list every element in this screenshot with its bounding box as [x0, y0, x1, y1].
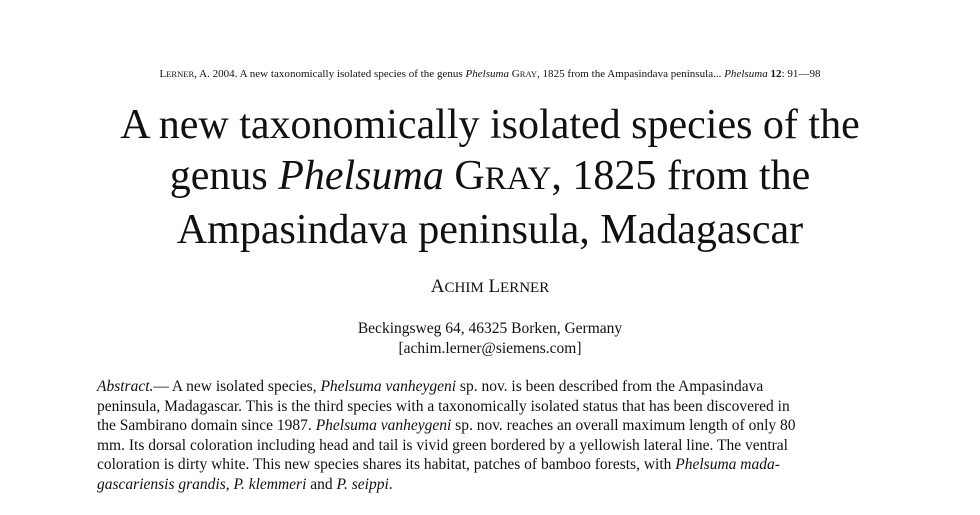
title-line-3: Ampasindava peninsula, Madagascar [176, 207, 804, 253]
species-name: Phelsuma vanheygeni [315, 417, 452, 434]
abstract-line-3 [97, 416, 887, 436]
author-address [0, 319, 980, 359]
abstract-line-1 [97, 377, 887, 397]
title-line-2 [0, 151, 980, 205]
abstract-text: the Sambirano domain since 1987. [97, 417, 316, 434]
running-head-authority-initial: G [509, 68, 520, 80]
running-head-citation [0, 68, 980, 80]
running-head-author-initial: L [159, 68, 167, 80]
paper-title [0, 100, 980, 256]
abstract-text: . [388, 475, 393, 493]
title-authority-initial: G [443, 153, 485, 199]
abstract-text: , [225, 475, 234, 493]
abstract [97, 377, 887, 494]
species-name: P. klemmeri [233, 475, 307, 493]
abstract-text: coloration is dirty white. This new species shares its habitat, patches of bamboo forests, with [97, 456, 676, 473]
author-first-rest: CHIM [444, 280, 484, 296]
running-head-pages: : 91—98 [781, 68, 821, 80]
species-name: Phelsuma vanheygeni [320, 378, 457, 395]
running-head-journal: Phelsuma [724, 68, 768, 80]
abstract-text: sp. nov. is been described from the Ampasindava [456, 378, 764, 395]
species-name: P. seippi [336, 475, 389, 493]
abstract-line-5 [97, 455, 887, 475]
address-line-1: Beckingsweg 64, 46325 Borken, Germany [357, 320, 623, 337]
abstract-text: — A new isolated species, [153, 378, 321, 395]
author-name [0, 276, 980, 298]
title-line-1: A new taxonomically isolated species of the [120, 102, 860, 148]
abstract-line-4: mm. Its dorsal coloration including head and tail is vivid green bordered by a yellowish lateral line. The ventral [97, 436, 788, 454]
running-head-volume: 12 [770, 68, 782, 80]
running-head-genus: Phelsuma [465, 68, 510, 80]
abstract-line-2: peninsula, Madagascar. This is the third species with a taxonomically isolated status that has been discovered in [97, 397, 790, 415]
author-last-rest: ERNER [500, 280, 550, 296]
species-name: Phelsuma mada- [675, 456, 780, 473]
running-head-authority-rest: RAY [519, 69, 537, 79]
title-genus: Phelsuma [278, 153, 444, 199]
author-last-initial: L [483, 276, 501, 297]
abstract-label: Abstract. [97, 378, 154, 395]
abstract-line-6 [97, 475, 887, 495]
title-line-2-pre: genus [169, 153, 279, 199]
title-line-2-post: , 1825 from the [551, 153, 811, 199]
abstract-text: and [306, 475, 337, 493]
running-head-author-rest: ERNER [166, 69, 195, 79]
author-first-initial: A [430, 276, 445, 297]
title-authority-rest: RAY [484, 161, 552, 197]
abstract-text: sp. nov. reaches an overall maximum length of only 80 [451, 417, 796, 434]
species-name: gascariensis grandis [97, 475, 226, 493]
address-email: [achim.lerner@siemens.com] [398, 340, 582, 357]
running-head-text-2: , 1825 from the Ampasindava peninsula... [537, 68, 725, 80]
running-head-text-1: , A. 2004. A new taxonomically isolated species of the genus [194, 68, 466, 80]
